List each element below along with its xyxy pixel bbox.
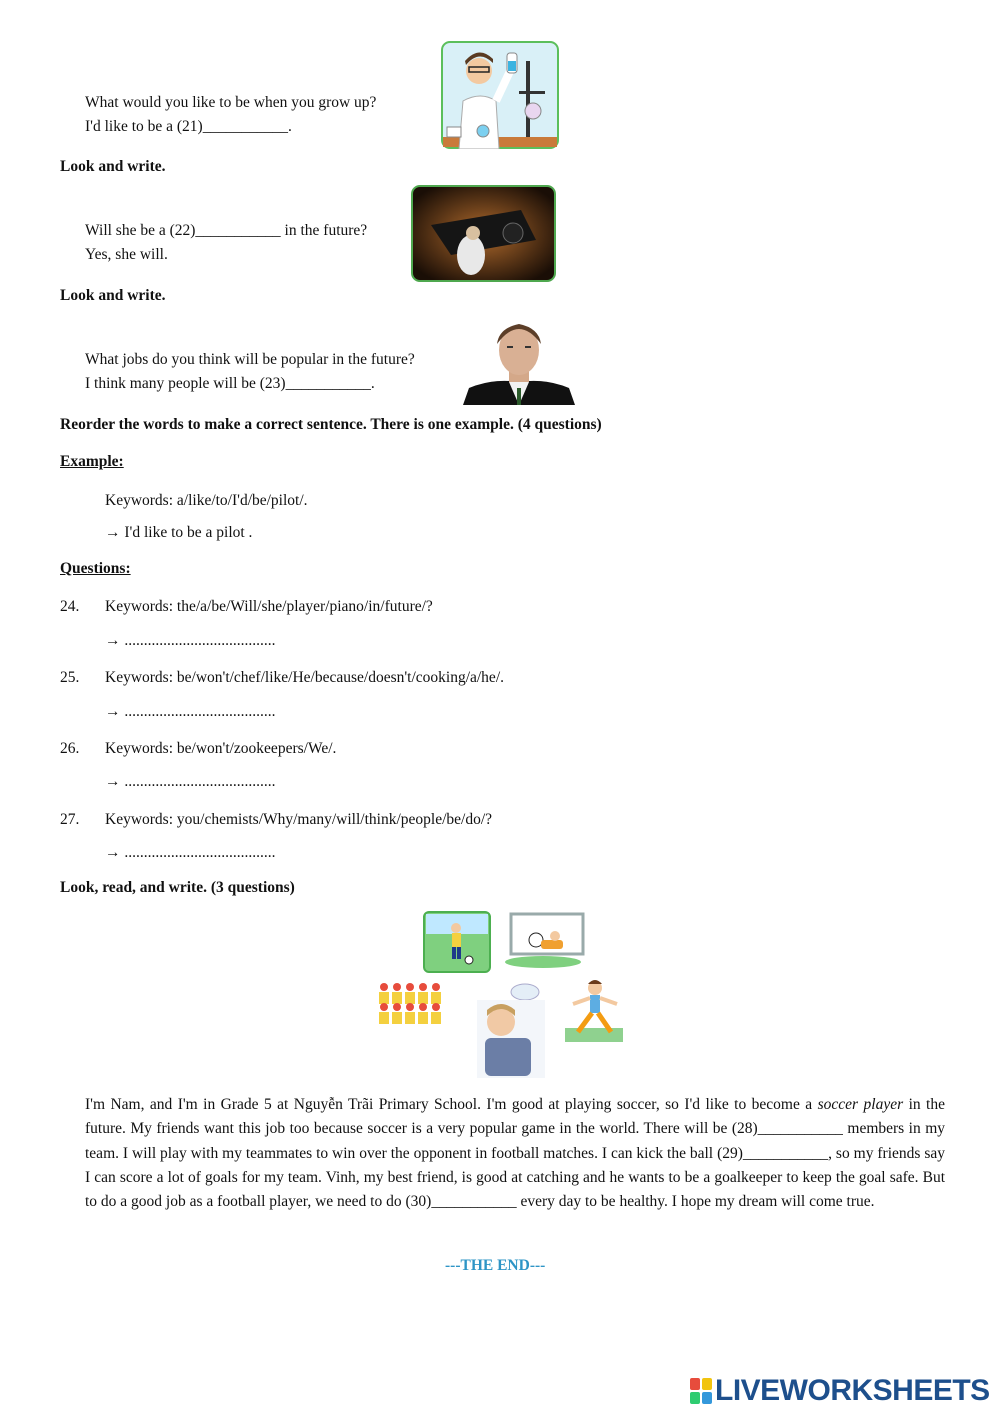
pianist-image <box>411 185 556 282</box>
reorder-heading: Reorder the words to make a correct sentence. There is one example. (4 questions) <box>60 416 602 433</box>
question-answer-field[interactable]: → ....................................... <box>105 773 276 790</box>
questions-label: Questions: <box>60 560 131 577</box>
question-number: 27. <box>60 811 80 828</box>
the-end-text: ---THE END--- <box>445 1257 546 1274</box>
q23-answer-line: I think many people will be (23)___________. <box>85 375 375 392</box>
section-heading-look-and-write: Look and write. <box>60 158 166 175</box>
businessman-photo <box>463 318 575 405</box>
question-answer-field[interactable]: → ....................................... <box>105 703 276 720</box>
question-keywords: Keywords: be/won't/zookeepers/We/. <box>105 740 337 757</box>
example-answer: → I'd like to be a pilot . <box>105 524 253 541</box>
passage-line: wants to be a goalkeeper to keep the goal safe. But to do a good job as a football player, we need to do (30)___________ <box>85 1168 946 1211</box>
passage-line: in the future. My friends want this job too because soccer is a very popular game in the world. There will be (28)___________ <box>85 1096 945 1138</box>
passage-line: I'm Nam, and I'm in Grade 5 at Nguyễn Trãi Primary School. I'm good at playing soccer, so I'd like to become a <box>85 1096 813 1113</box>
question-number: 25. <box>60 669 80 686</box>
passage-line: (29)___________, so my friends say I can score a lot of goals for my team. Vinh, my best friend, is good at catching and he <box>85 1144 946 1186</box>
passage-line: every day to be healthy. I hope my dream will come true. <box>520 1193 875 1211</box>
question-keywords: Keywords: the/a/be/Will/she/player/piano/in/future/? <box>105 598 433 615</box>
question-number: 24. <box>60 598 80 615</box>
question-keywords: Keywords: be/won't/chef/like/He/because/doesn't/cooking/a/he/. <box>105 669 504 686</box>
passage-example-answer: soccer player <box>817 1096 904 1113</box>
reading-heading: Look, read, and write. (3 questions) <box>60 879 295 896</box>
q21-question: What would you like to be when you grow up? <box>85 94 377 111</box>
example-label: Example: <box>60 453 124 470</box>
q22-question: Will she be a (22)___________ in the future? <box>85 222 368 239</box>
section-heading-look-and-write-2: Look and write. <box>60 287 166 304</box>
reading-passage <box>85 1093 945 1214</box>
scientist-image <box>441 41 559 149</box>
passage-line: members in my team. I will play with my teammates to win over the opponent in football matches. I can kick the ball <box>85 1120 945 1162</box>
example-keywords: Keywords: a/like/to/I'd/be/pilot/. <box>105 492 308 509</box>
soccer-collage-image <box>373 910 628 1080</box>
liveworksheets-logo <box>690 1374 990 1408</box>
logo-text: LIVEWORKSHEETS <box>715 1374 990 1407</box>
q23-question: What jobs do you think will be popular in the future? <box>85 351 415 368</box>
question-number: 26. <box>60 740 80 757</box>
q22-answer-line: Yes, she will. <box>85 246 168 263</box>
liveworksheets-logo-icon <box>690 1378 712 1404</box>
q21-answer-line: I'd like to be a (21)___________. <box>85 118 292 135</box>
question-answer-field[interactable]: → ....................................... <box>105 632 276 649</box>
question-answer-field[interactable]: → ....................................... <box>105 844 276 861</box>
question-keywords: Keywords: you/chemists/Why/many/will/think/people/be/do/? <box>105 811 493 828</box>
